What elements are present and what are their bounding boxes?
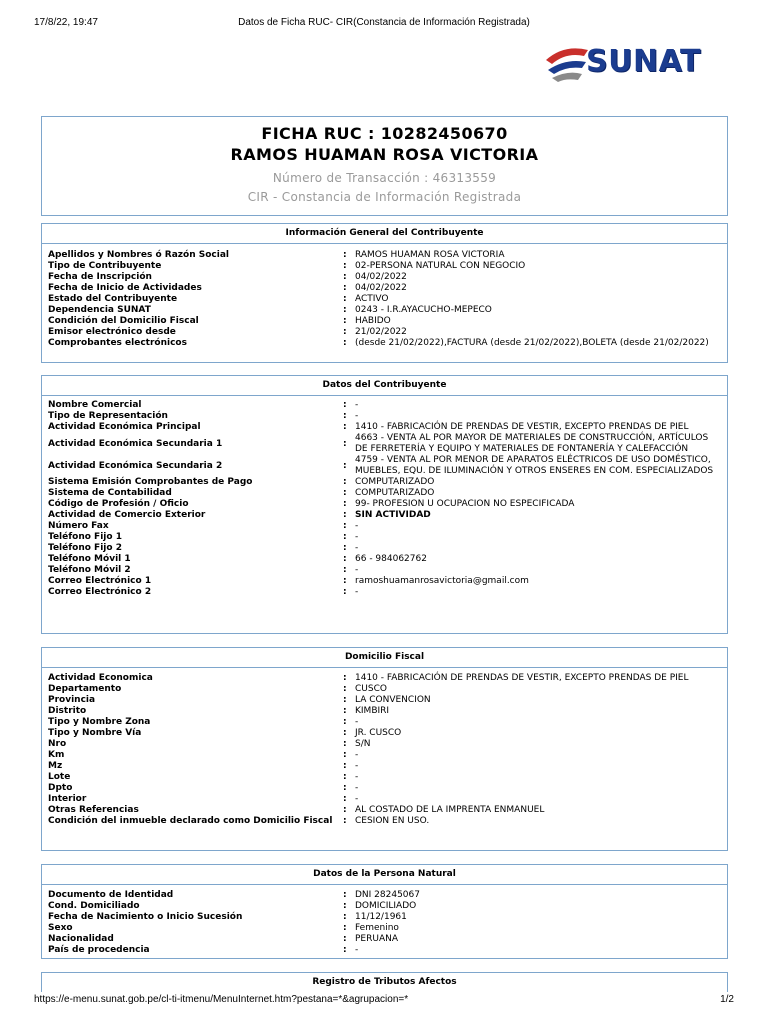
field-label: Emisor electrónico desde: [48, 327, 176, 337]
field-separator: :: [343, 945, 347, 955]
field-label: Teléfono Fijo 1: [48, 532, 122, 542]
field-row: [48, 554, 721, 565]
field-row: [48, 934, 721, 945]
field-value: 66 - 984062762: [355, 554, 427, 564]
field-value: 04/02/2022: [355, 283, 407, 293]
field-label: Lote: [48, 772, 71, 782]
contribuyente-name: RAMOS HUAMAN ROSA VICTORIA: [230, 145, 539, 164]
field-row: [48, 783, 721, 794]
field-label: Sexo: [48, 923, 73, 933]
field-value: (desde 21/02/2022),FACTURA (desde 21/02/2022),BOLETA (desde 21/02/2022): [355, 338, 709, 348]
section-tributos: [41, 972, 728, 992]
field-separator: :: [343, 250, 347, 260]
field-separator: :: [343, 761, 347, 771]
field-value: -: [355, 783, 359, 793]
field-label: Actividad Económica Secundaria 1: [48, 438, 223, 449]
field-row: [48, 305, 721, 316]
field-value: -: [355, 565, 359, 575]
field-value: Femenino: [355, 923, 399, 933]
field-label: Fecha de Inscripción: [48, 272, 152, 282]
field-label: Correo Electrónico 1: [48, 576, 152, 586]
field-label: Teléfono Fijo 2: [48, 543, 122, 553]
field-separator: :: [343, 717, 347, 727]
field-separator: :: [343, 316, 347, 326]
field-row: [48, 772, 721, 783]
page-number: 1/2: [720, 994, 734, 1005]
field-row: [48, 338, 721, 349]
field-row: [48, 327, 721, 338]
field-separator: :: [343, 510, 347, 520]
field-label: Actividad Economica: [48, 673, 153, 683]
field-value: -: [355, 717, 359, 727]
field-label: Mz: [48, 761, 63, 771]
field-separator: :: [343, 794, 347, 804]
field-row: [48, 901, 721, 912]
ficha-ruc-title: FICHA RUC : 10282450670: [261, 124, 508, 143]
field-value: 0243 - I.R.AYACUCHO-MEPECO: [355, 305, 492, 315]
field-row: [48, 477, 721, 488]
field-value: 11/12/1961: [355, 912, 407, 922]
field-value: COMPUTARIZADO: [355, 488, 435, 498]
field-label: Fecha de Nacimiento o Inicio Sucesión: [48, 912, 243, 922]
field-row: [48, 816, 721, 827]
field-row: [48, 805, 721, 816]
field-value: -: [355, 761, 359, 771]
field-value: -: [355, 543, 359, 553]
print-title: Datos de Ficha RUC- CIR(Constancia de Información Registrada): [238, 17, 530, 28]
field-row: [48, 250, 721, 261]
field-separator: :: [343, 565, 347, 575]
field-row: [48, 576, 721, 587]
field-label: Dpto: [48, 783, 73, 793]
field-separator: :: [343, 521, 347, 531]
field-value: -: [355, 750, 359, 760]
field-value: CUSCO: [355, 684, 387, 694]
field-label: Condición del Domicilio Fiscal: [48, 316, 199, 326]
field-label: Teléfono Móvil 2: [48, 565, 131, 575]
sunat-logo-text: SUNAT: [586, 44, 701, 79]
field-value: 4759 - VENTA AL POR MENOR DE APARATOS ELÉCTRICOS DE USO DOMÉSTICO, MUEBLES, EQU. DE ILUMINACIÓN Y OTROS ENSERES EN COM. ESPECIALIZADOS: [355, 455, 714, 476]
field-label: Actividad Económica Secundaria 2: [48, 460, 223, 471]
field-row: [48, 923, 721, 934]
section-title: Datos de la Persona Natural: [42, 865, 727, 885]
field-separator: :: [343, 460, 347, 471]
field-value: JR. CUSCO: [355, 728, 402, 738]
field-label: Tipo de Representación: [48, 411, 168, 421]
field-row: [48, 565, 721, 576]
field-label: Código de Profesión / Oficio: [48, 499, 189, 509]
field-value: -: [355, 411, 359, 421]
section-persona-natural: [41, 864, 728, 959]
field-row: [48, 794, 721, 805]
field-separator: :: [343, 543, 347, 553]
field-separator: :: [343, 750, 347, 760]
field-value: PERUANA: [355, 934, 399, 944]
field-value: 04/02/2022: [355, 272, 407, 282]
field-row: [48, 499, 721, 510]
field-separator: :: [343, 783, 347, 793]
field-separator: :: [343, 673, 347, 683]
field-label: Condición del inmueble declarado como Domicilio Fiscal: [48, 816, 333, 826]
field-value: HABIDO: [355, 316, 391, 326]
field-separator: :: [343, 422, 347, 432]
field-separator: :: [343, 901, 347, 911]
field-label: Dependencia SUNAT: [48, 305, 151, 315]
field-separator: :: [343, 739, 347, 749]
field-value: DOMICILIADO: [355, 901, 417, 911]
field-separator: :: [343, 438, 347, 449]
field-label: Otras Referencias: [48, 805, 139, 815]
field-row: [48, 488, 721, 499]
field-row: [48, 400, 721, 411]
field-label: Teléfono Móvil 1: [48, 554, 131, 564]
field-separator: :: [343, 261, 347, 271]
field-label: Comprobantes electrónicos: [48, 338, 187, 348]
field-row: [48, 283, 721, 294]
field-separator: :: [343, 554, 347, 564]
field-row: [48, 761, 721, 772]
field-label: Departamento: [48, 684, 122, 694]
field-value: 4663 - VENTA AL POR MAYOR DE MATERIALES DE CONSTRUCCIÓN, ARTÍCULOS DE FERRETERÍA Y EQUIPO Y MATERIALES DE FONTANERÍA Y CALEFACCIÓN: [355, 433, 709, 454]
field-label: Cond. Domiciliado: [48, 901, 140, 911]
field-label: Actividad de Comercio Exterior: [48, 510, 206, 520]
field-separator: :: [343, 684, 347, 694]
field-separator: :: [343, 499, 347, 509]
field-label: Tipo y Nombre Vía: [48, 728, 142, 738]
field-label: Tipo de Contribuyente: [48, 261, 162, 271]
field-label: Km: [48, 750, 65, 760]
field-separator: :: [343, 400, 347, 410]
field-separator: :: [343, 283, 347, 293]
field-row: [48, 411, 721, 422]
field-row: [48, 294, 721, 305]
field-row: [48, 890, 721, 901]
cir-subtitle: CIR - Constancia de Información Registrada: [247, 190, 522, 204]
field-value: S/N: [355, 739, 371, 749]
field-value: ACTIVO: [355, 294, 389, 304]
field-row: [48, 706, 721, 717]
field-separator: :: [343, 816, 347, 826]
field-row: [48, 272, 721, 283]
field-label: Apellidos y Nombres ó Razón Social: [48, 250, 229, 260]
field-value: 99- PROFESION U OCUPACION NO ESPECIFICADA: [355, 499, 575, 509]
section-domicilio-fiscal: [41, 647, 728, 851]
field-value: -: [355, 400, 359, 410]
field-row: [48, 543, 721, 554]
field-separator: :: [343, 576, 347, 586]
field-value: KIMBIRI: [355, 706, 390, 716]
field-row: [48, 532, 721, 543]
field-separator: :: [343, 532, 347, 542]
field-separator: :: [343, 728, 347, 738]
field-row: [48, 728, 721, 739]
field-label: Interior: [48, 794, 87, 804]
field-value: SIN ACTIVIDAD: [355, 510, 431, 520]
field-value: -: [355, 532, 359, 542]
print-header: [0, 0, 768, 30]
field-separator: :: [343, 934, 347, 944]
field-separator: :: [343, 477, 347, 487]
field-label: País de procedencia: [48, 945, 150, 955]
field-value: RAMOS HUAMAN ROSA VICTORIA: [355, 250, 505, 260]
field-separator: :: [343, 923, 347, 933]
transaction-number: Número de Transacción : 46313559: [272, 171, 497, 185]
field-row: [48, 945, 721, 956]
field-value: LA CONVENCION: [355, 695, 431, 705]
field-separator: :: [343, 327, 347, 337]
field-row: [48, 695, 721, 706]
field-label: Número Fax: [48, 521, 109, 531]
field-label: Distrito: [48, 706, 87, 716]
section-title: Datos del Contribuyente: [42, 376, 727, 396]
field-separator: :: [343, 890, 347, 900]
field-value: -: [355, 794, 359, 804]
field-label: Sistema Emisión Comprobantes de Pago: [48, 477, 253, 487]
field-row: [48, 316, 721, 327]
field-value: 1410 - FABRICACIÓN DE PRENDAS DE VESTIR, EXCEPTO PRENDAS DE PIEL: [355, 422, 689, 432]
field-label: Nacionalidad: [48, 934, 114, 944]
field-separator: :: [343, 805, 347, 815]
field-separator: :: [343, 772, 347, 782]
ficha-header: [41, 116, 728, 216]
field-value: DNI 28245067: [355, 890, 420, 900]
field-label: Nro: [48, 739, 67, 749]
field-row: [48, 521, 721, 532]
field-value: 21/02/2022: [355, 327, 407, 337]
field-label: Nombre Comercial: [48, 400, 142, 410]
field-label: Sistema de Contabilidad: [48, 488, 172, 498]
field-row: [48, 684, 721, 695]
field-row: [48, 750, 721, 761]
field-label: Provincia: [48, 695, 96, 705]
print-url: https://e-menu.sunat.gob.pe/cl-ti-itmenu/MenuInternet.htm?pestana=*&agrupacion=*: [34, 994, 409, 1005]
field-value: -: [355, 945, 359, 955]
field-row: [48, 510, 721, 521]
field-row: [48, 717, 721, 728]
section-title: Registro de Tributos Afectos: [312, 977, 457, 987]
field-value: COMPUTARIZADO: [355, 477, 435, 487]
section-title: Información General del Contribuyente: [42, 224, 727, 244]
print-timestamp: 17/8/22, 19:47: [34, 17, 98, 28]
field-value: 1410 - FABRICACIÓN DE PRENDAS DE VESTIR, EXCEPTO PRENDAS DE PIEL: [355, 673, 689, 683]
field-value: -: [355, 521, 359, 531]
field-separator: :: [343, 706, 347, 716]
field-separator: :: [343, 272, 347, 282]
field-row: [48, 422, 721, 433]
section-info-general: [41, 223, 728, 363]
field-value: AL COSTADO DE LA IMPRENTA ENMANUEL: [355, 805, 545, 815]
field-separator: :: [343, 488, 347, 498]
field-separator: :: [343, 294, 347, 304]
field-row: [48, 912, 721, 923]
field-label: Tipo y Nombre Zona: [48, 717, 151, 727]
field-label: Estado del Contribuyente: [48, 294, 178, 304]
field-value: CESION EN USO.: [355, 816, 430, 826]
field-separator: :: [343, 305, 347, 315]
field-separator: :: [343, 338, 347, 348]
field-value: ramoshuamanrosavictoria@gmail.com: [355, 576, 529, 586]
section-datos-contribuyente: [41, 375, 728, 634]
field-row: [48, 673, 721, 684]
field-value: 02-PERSONA NATURAL CON NEGOCIO: [355, 261, 526, 271]
field-label: Documento de Identidad: [48, 890, 174, 900]
field-row: [48, 261, 721, 272]
field-row: [48, 587, 721, 598]
field-separator: :: [343, 912, 347, 922]
field-value: -: [355, 772, 359, 782]
field-row: [48, 433, 721, 455]
field-label: Actividad Económica Principal: [48, 422, 201, 432]
field-separator: :: [343, 411, 347, 421]
field-value: -: [355, 587, 359, 597]
field-label: Fecha de Inicio de Actividades: [48, 283, 202, 293]
field-row: [48, 739, 721, 750]
field-separator: :: [343, 695, 347, 705]
field-row: [48, 455, 721, 477]
field-separator: :: [343, 587, 347, 597]
section-title: Domicilio Fiscal: [42, 648, 727, 668]
field-label: Correo Electrónico 2: [48, 587, 152, 597]
